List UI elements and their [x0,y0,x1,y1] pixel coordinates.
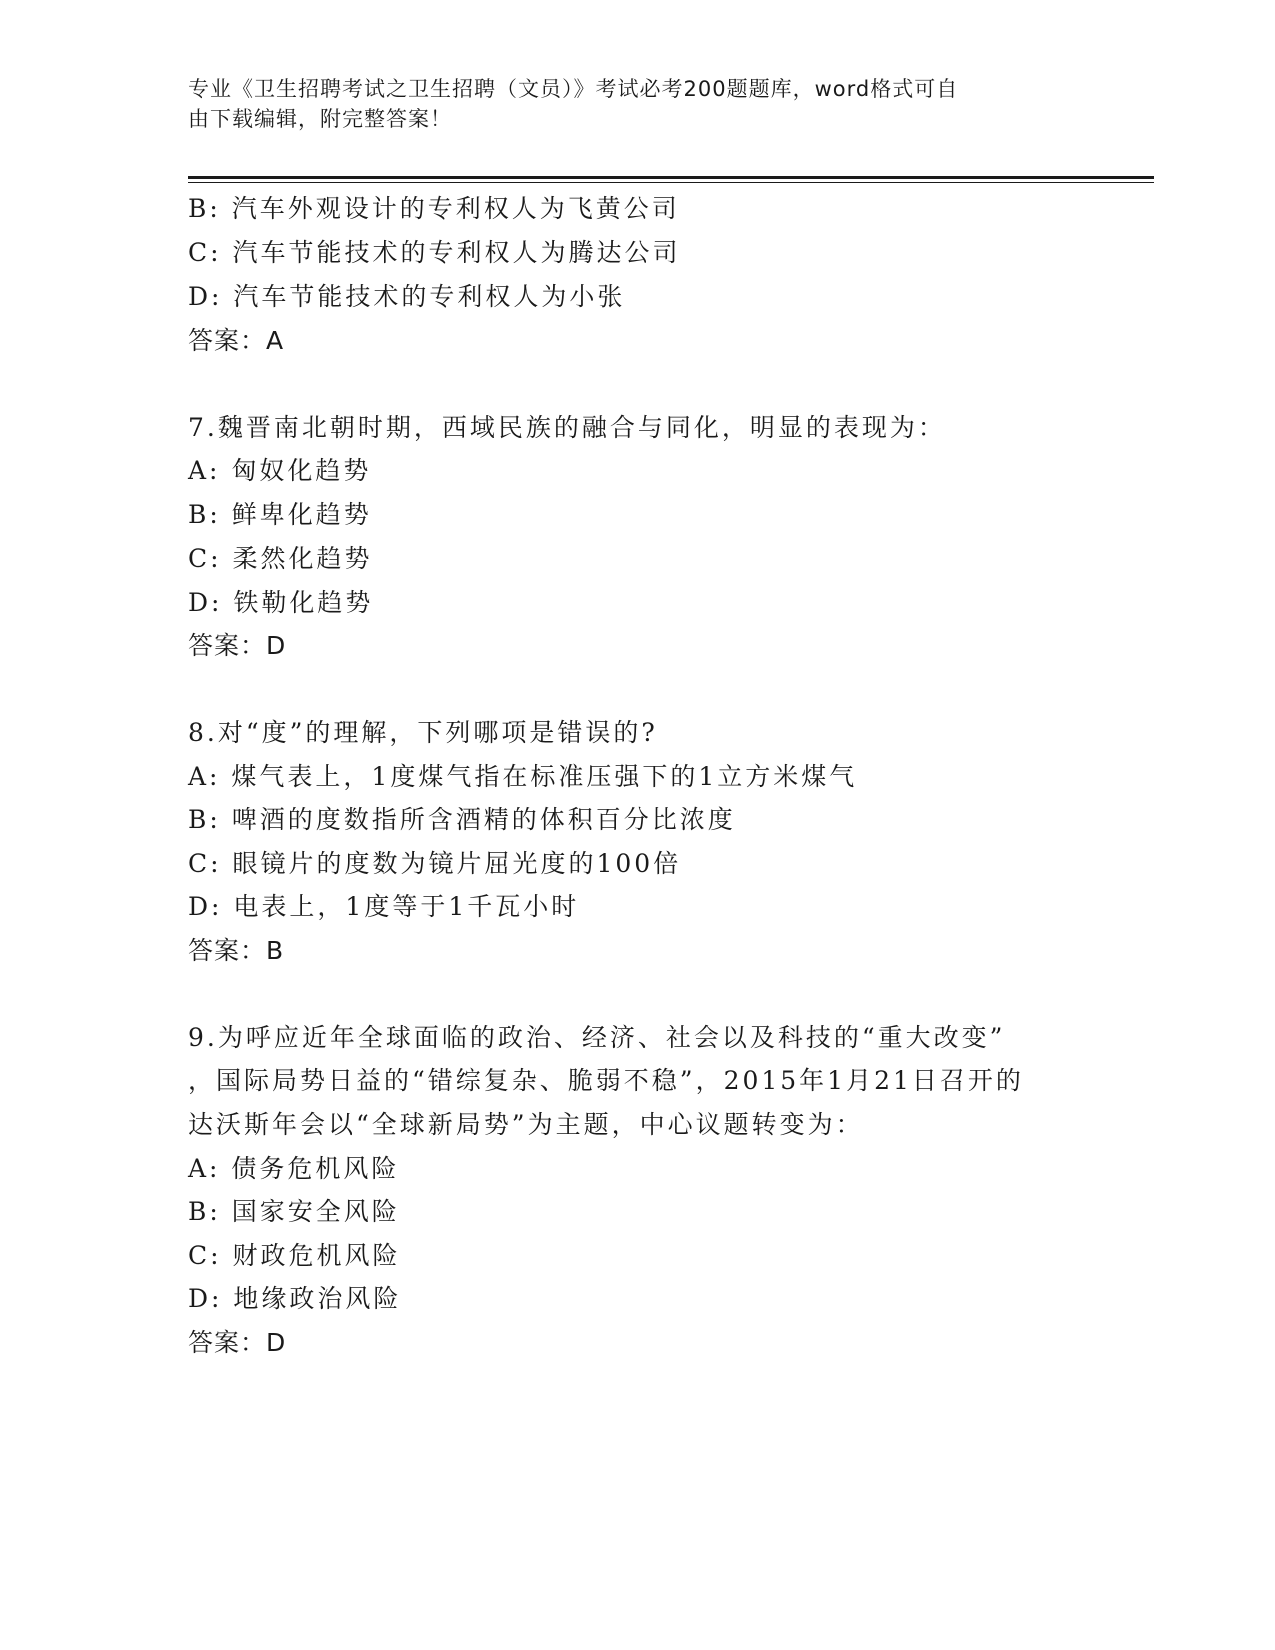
header-divider-thick [188,176,1154,179]
q6-option-d: D: 汽车节能技术的专利权人为小张 [188,282,626,311]
q8-option-c: C: 眼镜片的度数为镜片屈光度的100倍 [188,849,682,878]
q8-answer: 答案：B [188,936,285,965]
q8-option-b: B: 啤酒的度数指所含酒精的体积百分比浓度 [188,805,736,834]
header-line-1: 专业《卫生招聘考试之卫生招聘（文员）》考试必考200题题库，word格式可自 [188,77,959,101]
q6-option-c: C: 汽车节能技术的专利权人为腾达公司 [188,238,681,267]
q7-option-a: A: 匈奴化趋势 [188,456,372,485]
q9-option-b: B: 国家安全风险 [188,1197,400,1226]
q6-answer: 答案：A [188,326,285,355]
q8-question: 8.对“度”的理解，下列哪项是错误的? [188,718,658,747]
q9-option-c: C: 财政危机风险 [188,1241,401,1270]
header-divider-thin [188,182,1154,183]
header-line-2: 由下载编辑，附完整答案！ [188,107,452,131]
q7-option-b: B: 鲜卑化趋势 [188,500,372,529]
q9-answer: 答案：D [188,1328,287,1357]
q9-question-line-1: 9.为呼应近年全球面临的政治、经济、社会以及科技的“重大改变” [188,1023,1006,1052]
q9-question-line-3: 达沃斯年会以“全球新局势”为主题，中心议题转变为： [188,1110,864,1139]
q9-option-a: A: 债务危机风险 [188,1154,400,1183]
q8-option-a: A: 煤气表上，1度煤气指在标准压强下的1立方米煤气 [188,762,858,791]
q7-option-d: D: 铁勒化趋势 [188,588,374,617]
q8-option-d: D: 电表上，1度等于1千瓦小时 [188,892,580,921]
q7-answer: 答案：D [188,631,287,660]
document-header [188,74,1068,134]
q6-option-b: B: 汽车外观设计的专利权人为飞黄公司 [188,194,680,223]
q9-question-line-2: ，国际局势日益的“错综复杂、脆弱不稳”，2015年1月21日召开的 [188,1066,1024,1095]
q7-option-c: C: 柔然化趋势 [188,544,373,573]
q7-question: 7.魏晋南北朝时期，西域民族的融合与同化，明显的表现为： [188,413,946,442]
q9-option-d: D: 地缘政治风险 [188,1284,402,1313]
